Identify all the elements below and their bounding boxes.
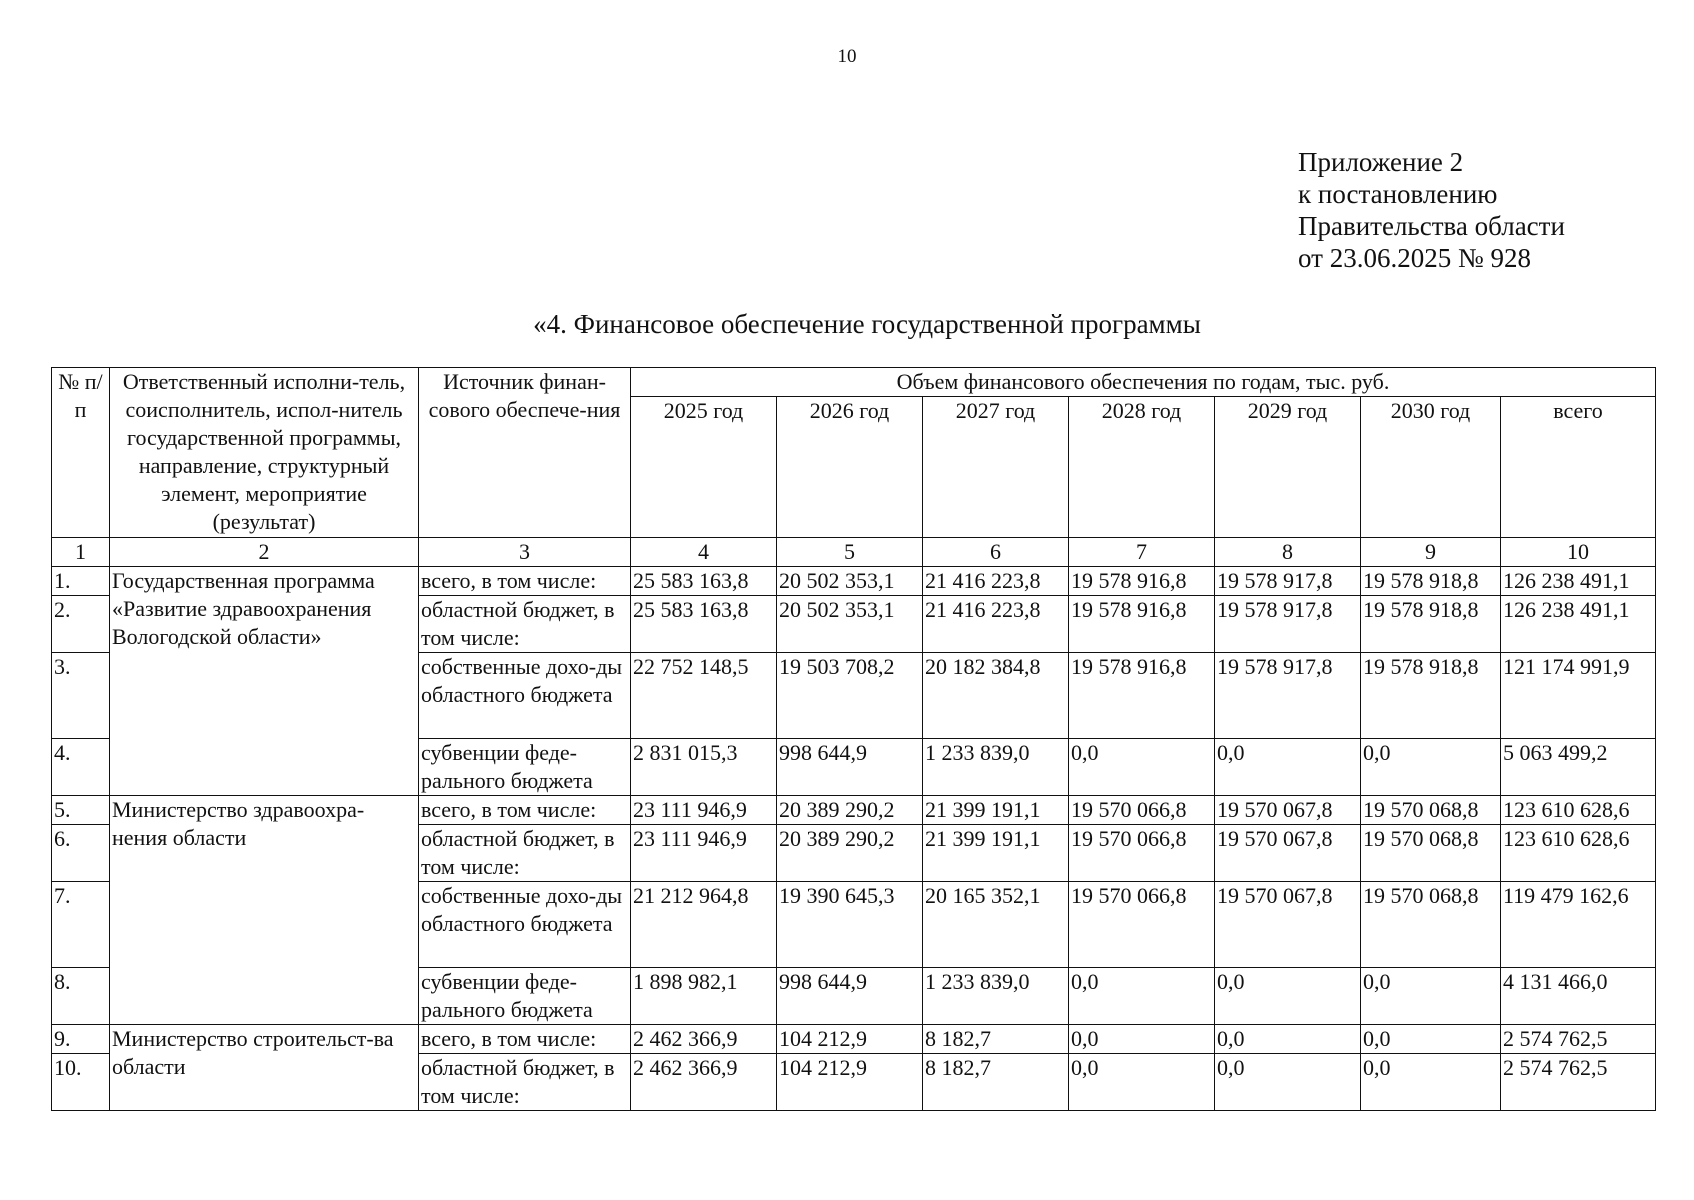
- column-number: 9: [1361, 538, 1501, 567]
- total-value-cell: 2 574 762,5: [1501, 1025, 1656, 1054]
- header-volume: Объем финансового обеспечения по годам, тыс. руб.: [631, 368, 1656, 397]
- column-number: 10: [1501, 538, 1656, 567]
- year-value-cell: 998 644,9: [777, 739, 923, 796]
- total-value-cell: 5 063 499,2: [1501, 739, 1656, 796]
- column-number: 2: [110, 538, 419, 567]
- year-value-cell: 8 182,7: [923, 1025, 1069, 1054]
- source-cell: субвенции феде-рального бюджета: [419, 739, 631, 796]
- year-value-cell: 19 570 068,8: [1361, 796, 1501, 825]
- source-cell: собственные дохо-ды областного бюджета: [419, 653, 631, 739]
- year-value-cell: 19 578 917,8: [1215, 653, 1361, 739]
- table-row: [52, 1025, 1656, 1054]
- total-value-cell: 2 574 762,5: [1501, 1054, 1656, 1111]
- year-value-cell: 25 583 163,8: [631, 596, 777, 653]
- section-title: «4. Финансовое обеспечение государственной программы: [533, 309, 1201, 339]
- year-value-cell: 0,0: [1361, 739, 1501, 796]
- year-value-cell: 0,0: [1215, 1054, 1361, 1111]
- header-year-2027: 2027 год: [923, 397, 1069, 538]
- row-number: 9.: [52, 1025, 110, 1054]
- total-value-cell: 126 238 491,1: [1501, 567, 1656, 596]
- year-value-cell: 22 752 148,5: [631, 653, 777, 739]
- year-value-cell: 19 578 918,8: [1361, 596, 1501, 653]
- year-value-cell: 104 212,9: [777, 1054, 923, 1111]
- source-cell: областной бюджет, в том числе:: [419, 825, 631, 882]
- year-value-cell: 2 462 366,9: [631, 1054, 777, 1111]
- executor-cell: Государственная программа «Развитие здравоохранения Вологодской области»: [110, 567, 419, 796]
- header-year-2030: 2030 год: [1361, 397, 1501, 538]
- year-value-cell: 19 570 066,8: [1069, 825, 1215, 882]
- year-value-cell: 21 212 964,8: [631, 882, 777, 968]
- header-year-2029: 2029 год: [1215, 397, 1361, 538]
- year-value-cell: 19 570 066,8: [1069, 882, 1215, 968]
- table-row: [52, 567, 1656, 596]
- year-value-cell: 0,0: [1215, 1025, 1361, 1054]
- row-number: 3.: [52, 653, 110, 739]
- column-number-row: [52, 538, 1656, 567]
- year-value-cell: 21 416 223,8: [923, 567, 1069, 596]
- header-total: всего: [1501, 397, 1656, 538]
- appendix-line-1: Приложение 2: [1298, 147, 1464, 177]
- header-row-1: [52, 368, 1656, 397]
- row-number: 4.: [52, 739, 110, 796]
- header-executor: Ответственный исполни-тель, соисполнитель, испол-нитель государственной программы, направление, структурный элемент, мероприятие (результат): [110, 368, 419, 538]
- year-value-cell: 104 212,9: [777, 1025, 923, 1054]
- column-number: 5: [777, 538, 923, 567]
- year-value-cell: 19 390 645,3: [777, 882, 923, 968]
- year-value-cell: 21 399 191,1: [923, 825, 1069, 882]
- executor-cell: Министерство строительст-ва области: [110, 1025, 419, 1111]
- year-value-cell: 20 389 290,2: [777, 796, 923, 825]
- source-cell: всего, в том числе:: [419, 1025, 631, 1054]
- year-value-cell: 19 578 917,8: [1215, 567, 1361, 596]
- year-value-cell: 23 111 946,9: [631, 825, 777, 882]
- year-value-cell: 1 898 982,1: [631, 968, 777, 1025]
- row-number: 1.: [52, 567, 110, 596]
- year-value-cell: 19 570 067,8: [1215, 882, 1361, 968]
- year-value-cell: 0,0: [1361, 1054, 1501, 1111]
- year-value-cell: 23 111 946,9: [631, 796, 777, 825]
- year-value-cell: 19 578 916,8: [1069, 567, 1215, 596]
- header-year-2025: 2025 год: [631, 397, 777, 538]
- row-number: 6.: [52, 825, 110, 882]
- header-year-2026: 2026 год: [777, 397, 923, 538]
- year-value-cell: 19 570 068,8: [1361, 825, 1501, 882]
- year-value-cell: 21 399 191,1: [923, 796, 1069, 825]
- year-value-cell: 0,0: [1361, 968, 1501, 1025]
- year-value-cell: 19 570 068,8: [1361, 882, 1501, 968]
- total-value-cell: 123 610 628,6: [1501, 796, 1656, 825]
- year-value-cell: 0,0: [1069, 739, 1215, 796]
- year-value-cell: 19 570 067,8: [1215, 796, 1361, 825]
- year-value-cell: 2 831 015,3: [631, 739, 777, 796]
- year-value-cell: 0,0: [1069, 968, 1215, 1025]
- year-value-cell: 19 570 067,8: [1215, 825, 1361, 882]
- column-number: 3: [419, 538, 631, 567]
- total-value-cell: 126 238 491,1: [1501, 596, 1656, 653]
- page-number: 10: [837, 46, 857, 67]
- row-number: 5.: [52, 796, 110, 825]
- column-number: 7: [1069, 538, 1215, 567]
- year-value-cell: 19 503 708,2: [777, 653, 923, 739]
- appendix-block: [1298, 146, 1565, 274]
- year-value-cell: 0,0: [1069, 1054, 1215, 1111]
- year-value-cell: 21 416 223,8: [923, 596, 1069, 653]
- year-value-cell: 20 165 352,1: [923, 882, 1069, 968]
- year-value-cell: 0,0: [1215, 739, 1361, 796]
- total-value-cell: 121 174 991,9: [1501, 653, 1656, 739]
- year-value-cell: 20 502 353,1: [777, 596, 923, 653]
- financing-table: [51, 367, 1656, 1111]
- row-number: 8.: [52, 968, 110, 1025]
- column-number: 6: [923, 538, 1069, 567]
- column-number: 1: [52, 538, 110, 567]
- column-number: 8: [1215, 538, 1361, 567]
- appendix-line-3: Правительства области: [1298, 211, 1565, 241]
- year-value-cell: 0,0: [1215, 968, 1361, 1025]
- year-value-cell: 8 182,7: [923, 1054, 1069, 1111]
- year-value-cell: 19 578 916,8: [1069, 596, 1215, 653]
- year-value-cell: 998 644,9: [777, 968, 923, 1025]
- total-value-cell: 119 479 162,6: [1501, 882, 1656, 968]
- year-value-cell: 0,0: [1069, 1025, 1215, 1054]
- source-cell: областной бюджет, в том числе:: [419, 596, 631, 653]
- source-cell: областной бюджет, в том числе:: [419, 1054, 631, 1111]
- year-value-cell: 20 389 290,2: [777, 825, 923, 882]
- year-value-cell: 19 578 918,8: [1361, 653, 1501, 739]
- appendix-line-4: от 23.06.2025 № 928: [1298, 243, 1531, 273]
- year-value-cell: 20 502 353,1: [777, 567, 923, 596]
- year-value-cell: 19 570 066,8: [1069, 796, 1215, 825]
- header-num: № п/п: [52, 368, 110, 538]
- header-year-2028: 2028 год: [1069, 397, 1215, 538]
- year-value-cell: 2 462 366,9: [631, 1025, 777, 1054]
- source-cell: субвенции феде-рального бюджета: [419, 968, 631, 1025]
- total-value-cell: 4 131 466,0: [1501, 968, 1656, 1025]
- year-value-cell: 1 233 839,0: [923, 739, 1069, 796]
- row-number: 7.: [52, 882, 110, 968]
- source-cell: всего, в том числе:: [419, 567, 631, 596]
- year-value-cell: 19 578 918,8: [1361, 567, 1501, 596]
- row-number: 10.: [52, 1054, 110, 1111]
- year-value-cell: 25 583 163,8: [631, 567, 777, 596]
- source-cell: собственные дохо-ды областного бюджета: [419, 882, 631, 968]
- column-number: 4: [631, 538, 777, 567]
- table-row: [52, 796, 1656, 825]
- year-value-cell: 0,0: [1361, 1025, 1501, 1054]
- year-value-cell: 1 233 839,0: [923, 968, 1069, 1025]
- header-source: Источник финан-сового обеспече-ния: [419, 368, 631, 538]
- year-value-cell: 20 182 384,8: [923, 653, 1069, 739]
- source-cell: всего, в том числе:: [419, 796, 631, 825]
- year-value-cell: 19 578 917,8: [1215, 596, 1361, 653]
- appendix-line-2: к постановлению: [1298, 179, 1498, 209]
- year-value-cell: 19 578 916,8: [1069, 653, 1215, 739]
- total-value-cell: 123 610 628,6: [1501, 825, 1656, 882]
- executor-cell: Министерство здравоохра-нения области: [110, 796, 419, 1025]
- row-number: 2.: [52, 596, 110, 653]
